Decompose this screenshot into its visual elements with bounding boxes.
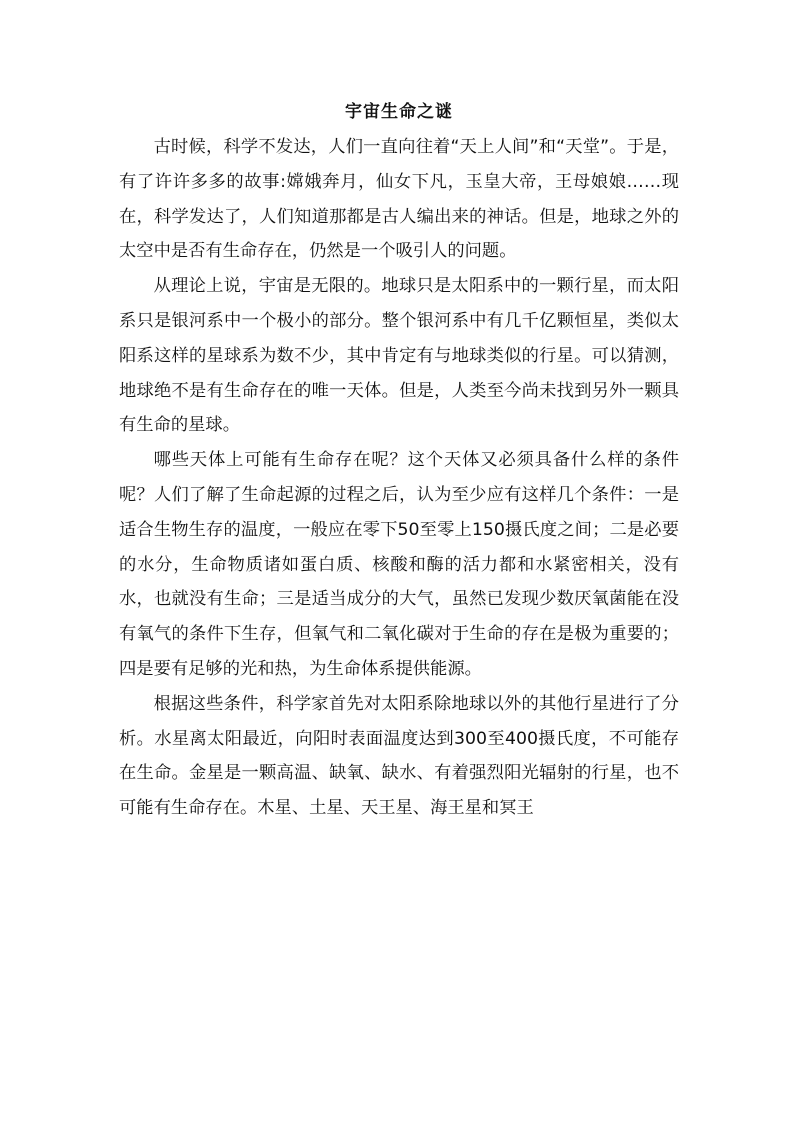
paragraph-ancient-times: 古时候，科学不发达，人们一直向往着“天上人间”和“天堂”。于是，有了许许多多的故事:嫦娥奔月，仙女下凡，玉皇大帝，王母娘娘……现在，科学发达了，人们知道那都是古人编出来的神话。但是，地球之外的太空中是否有生命存在，仍然是一个吸引人的问题。 [119, 137, 679, 262]
document-title: 宇宙生命之谜 [345, 102, 453, 122]
document-body [119, 98, 679, 826]
paragraph-life-conditions: 哪些天体上可能有生命存在呢？这个天体又必须具备什么样的条件呢？人们了解了生命起源的过程之后，认为至少应有这样几个条件：一是适合生物生存的温度，一般应在零下50至零上150摄氏度之间；二是必要的水分，生命物质诸如蛋白质、核酸和酶的活力都和水紧密相关，没有水，也就没有生命；三是适当成分的大气，虽然已发现少数厌氧菌能在没有氧气的条件下生存，但氧气和二氧化碳对于生命的存在是极为重要的；四是要有足够的光和热，为生命体系提供能源。 [119, 450, 679, 679]
paragraph-planet-analysis: 根据这些条件，科学家首先对太阳系除地球以外的其他行星进行了分析。水星离太阳最近，向阳时表面温度达到300至400摄氏度，不可能存在生命。金星是一颗高温、缺氧、缺水、有着强烈阳光辐射的行星，也不可能有生命存在。木星、土星、天王星、海王星和冥王 [119, 693, 679, 819]
paragraph-universe-theory: 从理论上说，宇宙是无限的。地球只是太阳系中的一颗行星，而太阳系只是银河系中一个极小的部分。整个银河系中有几千亿颗恒星，类似太阳系这样的星球系为数不少，其中肯定有与地球类似的行星。可以猜测，地球绝不是有生命存在的唯一天体。但是，人类至今尚未找到另外一颗具有生命的星球。 [119, 276, 679, 436]
